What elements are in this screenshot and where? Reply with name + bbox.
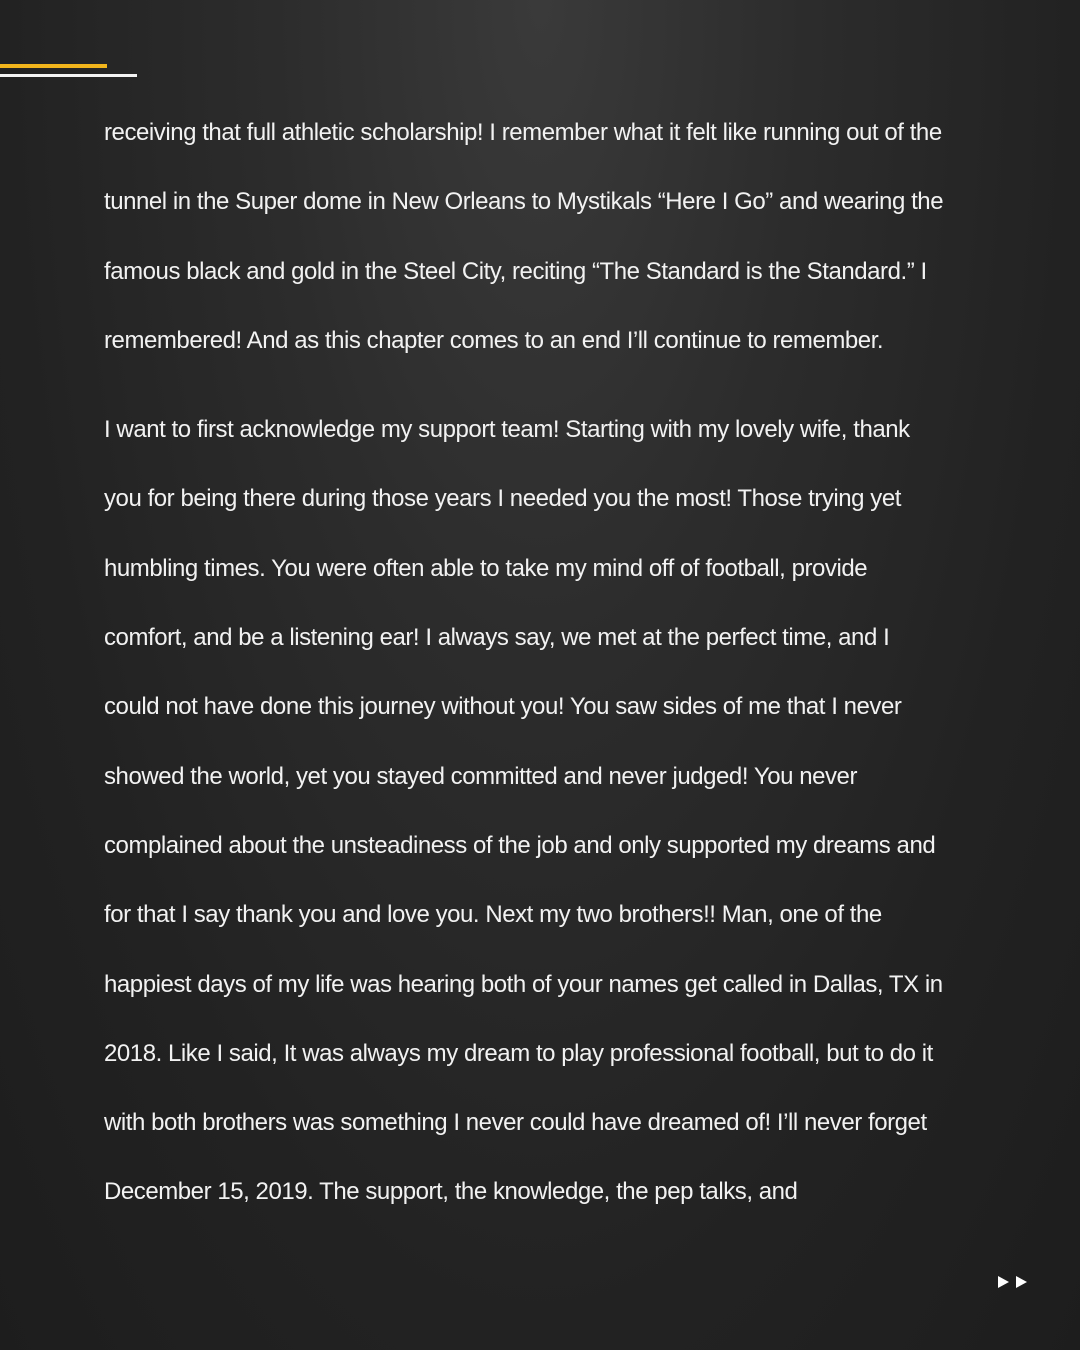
paragraph-2 — [104, 395, 1004, 1227]
accent-gold-line — [0, 64, 107, 68]
paragraph-line: 2018. Like I said, It was always my dream to play professional football, but to do it — [104, 1039, 933, 1067]
paragraph-line: complained about the unsteadiness of the job and only supported my dreams and — [104, 831, 936, 859]
paragraph-line: humbling times. You were often able to take my mind off of football, provide — [104, 554, 868, 582]
double-play-icon — [994, 1275, 1030, 1289]
paragraph-line: happiest days of my life was hearing both of your names get called in Dallas, TX in — [104, 970, 943, 998]
paragraph-line: remembered! And as this chapter comes to an end I’ll continue to remember. — [104, 326, 884, 354]
accent-lines — [0, 64, 140, 80]
accent-white-line — [0, 74, 137, 77]
paragraph-line: I want to first acknowledge my support team! Starting with my lovely wife, thank — [104, 416, 910, 444]
paragraph-line: could not have done this journey without you! You saw sides of me that I never — [104, 693, 902, 721]
paragraph-line: tunnel in the Super dome in New Orleans to Mystikals “Here I Go” and wearing the — [104, 188, 944, 216]
paragraph-line: December 15, 2019. The support, the knowledge, the pep talks, and — [104, 1178, 798, 1206]
paragraph-line: with both brothers was something I never could have dreamed of! I’ll never forget — [104, 1109, 927, 1137]
next-slide-button[interactable] — [994, 1272, 1034, 1292]
paragraph-line: you for being there during those years I needed you the most! Those trying yet — [104, 485, 901, 513]
paragraph-gap — [104, 375, 1004, 395]
paragraph-line: showed the world, yet you stayed committed and never judged! You never — [104, 762, 857, 790]
paragraph-1 — [104, 98, 1004, 375]
paragraph-line: for that I say thank you and love you. Next my two brothers!! Man, one of the — [104, 901, 882, 929]
letter-body — [104, 98, 1004, 1227]
paragraph-line: famous black and gold in the Steel City, reciting “The Standard is the Standard.” I — [104, 257, 927, 285]
paragraph-line: comfort, and be a listening ear! I always say, we met at the perfect time, and I — [104, 624, 890, 652]
paragraph-line: receiving that full athletic scholarship! I remember what it felt like running out of the — [104, 119, 942, 146]
